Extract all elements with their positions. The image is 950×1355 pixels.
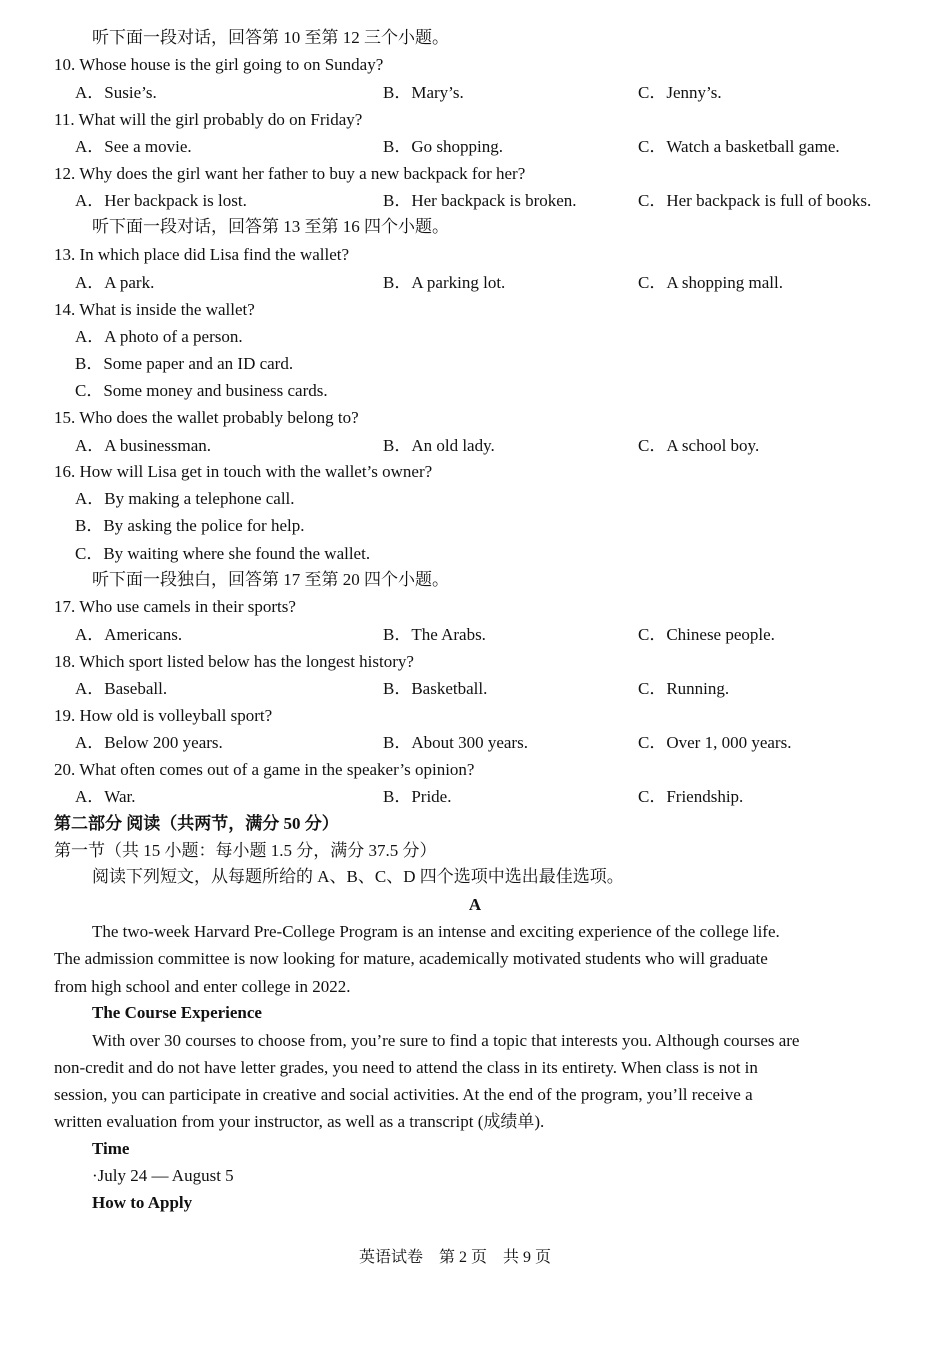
passage-p1-line1: The two-week Harvard Pre-College Program is an intense and exciting experience of the college life. bbox=[92, 922, 780, 941]
question-10: 10. Whose house is the girl going to on Sunday? bbox=[54, 55, 384, 74]
time-value: ·July 24 — August 5 bbox=[92, 1166, 234, 1185]
option-15-b: B．An old lady. bbox=[383, 436, 495, 455]
heading-how-to-apply: How to Apply bbox=[92, 1193, 193, 1212]
passage-p1-line2: The admission committee is now looking for mature, academically motivated students who will graduate bbox=[54, 949, 768, 968]
option-20-c: C．Friendship. bbox=[638, 787, 744, 806]
option-16-b: B．By asking the police for help. bbox=[75, 516, 305, 535]
option-15-c: C．A school boy. bbox=[638, 436, 760, 455]
option-13-b: B．A parking lot. bbox=[383, 273, 506, 292]
option-18-a: A．Baseball. bbox=[75, 679, 168, 698]
option-19-c: C．Over 1, 000 years. bbox=[638, 733, 792, 752]
option-18-b: B．Basketball. bbox=[383, 679, 488, 698]
option-10-c: C．Jenny’s. bbox=[638, 83, 722, 102]
option-13-a: A．A park. bbox=[75, 273, 155, 292]
passage-p2-line3: session, you can participate in creative and social activities. At the end of the program, you’ll receive a bbox=[54, 1085, 753, 1104]
option-12-b: B．Her backpack is broken. bbox=[383, 191, 577, 210]
passage-p2-line1: With over 30 courses to choose from, you’re sure to find a topic that interests you. Although courses are bbox=[92, 1031, 800, 1050]
option-19-b: B．About 300 years. bbox=[383, 733, 528, 752]
option-11-c: C．Watch a basketball game. bbox=[638, 137, 840, 156]
question-11: 11. What will the girl probably do on Friday? bbox=[54, 110, 363, 129]
question-18: 18. Which sport listed below has the longest history? bbox=[54, 652, 414, 671]
question-16: 16. How will Lisa get in touch with the wallet’s owner? bbox=[54, 462, 433, 481]
heading-time: Time bbox=[92, 1139, 130, 1158]
option-10-b: B．Mary’s. bbox=[383, 83, 464, 102]
passage-p1-line3: from high school and enter college in 2022. bbox=[54, 977, 351, 996]
option-10-a: A．Susie’s. bbox=[75, 83, 157, 102]
question-15: 15. Who does the wallet probably belong to? bbox=[54, 408, 359, 427]
option-20-b: B．Pride. bbox=[383, 787, 452, 806]
option-14-c: C．Some money and business cards. bbox=[75, 381, 328, 400]
heading-course-experience: The Course Experience bbox=[92, 1003, 262, 1022]
question-19: 19. How old is volleyball sport? bbox=[54, 706, 273, 725]
reading-instruction: 阅读下列短文，从每题所给的 A、B、C、D 四个选项中选出最佳选项。 bbox=[92, 867, 624, 886]
option-17-c: C．Chinese people. bbox=[638, 625, 775, 644]
question-14: 14. What is inside the wallet? bbox=[54, 300, 255, 319]
listening-instruction-10-12: 听下面一段对话，回答第 10 至第 12 三个小题。 bbox=[92, 28, 449, 47]
option-15-a: A．A businessman. bbox=[75, 436, 211, 455]
option-20-a: A．War. bbox=[75, 787, 136, 806]
option-14-b: B．Some paper and an ID card. bbox=[75, 354, 294, 373]
option-17-b: B．The Arabs. bbox=[383, 625, 486, 644]
question-13: 13. In which place did Lisa find the wallet? bbox=[54, 245, 350, 264]
part2-heading: 第二部分 阅读（共两节，满分 50 分） bbox=[54, 814, 339, 833]
listening-instruction-17-20: 听下面一段独白，回答第 17 至第 20 四个小题。 bbox=[92, 570, 449, 589]
question-20: 20. What often comes out of a game in the speaker’s opinion? bbox=[54, 760, 475, 779]
passage-p2-line2: non-credit and do not have letter grades, you need to attend the class in its entirety. When class is not in bbox=[54, 1058, 758, 1077]
passage-letter: A bbox=[468, 895, 482, 914]
option-11-a: A．See a movie. bbox=[75, 137, 192, 156]
option-13-c: C．A shopping mall. bbox=[638, 273, 783, 292]
option-14-a: A．A photo of a person. bbox=[75, 327, 243, 346]
page-footer: 英语试卷 第 2 页 共 9 页 bbox=[358, 1249, 551, 1266]
option-17-a: A．Americans. bbox=[75, 625, 183, 644]
option-16-a: A．By making a telephone call. bbox=[75, 489, 295, 508]
listening-instruction-13-16: 听下面一段对话，回答第 13 至第 16 四个小题。 bbox=[92, 217, 449, 236]
option-12-a: A．Her backpack is lost. bbox=[75, 191, 247, 210]
option-11-b: B．Go shopping. bbox=[383, 137, 503, 156]
question-12: 12. Why does the girl want her father to buy a new backpack for her? bbox=[54, 164, 526, 183]
option-12-c: C．Her backpack is full of books. bbox=[638, 191, 872, 210]
option-19-a: A．Below 200 years. bbox=[75, 733, 223, 752]
question-17: 17. Who use camels in their sports? bbox=[54, 597, 296, 616]
option-16-c: C．By waiting where she found the wallet. bbox=[75, 544, 371, 563]
option-18-c: C．Running. bbox=[638, 679, 730, 698]
part2-section1-heading: 第一节（共 15 小题：每小题 1.5 分，满分 37.5 分） bbox=[54, 841, 437, 860]
passage-p2-line4: written evaluation from your instructor, as well as a transcript (成绩单). bbox=[54, 1112, 545, 1131]
